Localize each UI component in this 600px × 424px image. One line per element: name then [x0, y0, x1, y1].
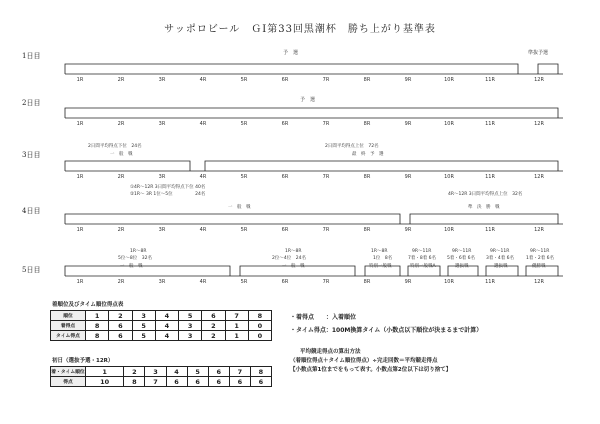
rule-text: ・着得点 ：入着順位 [290, 314, 357, 321]
note-text: ②1R～ 3R 1位～5位 24名 [130, 192, 206, 197]
race-label: 11R [485, 77, 495, 83]
calc-formula: （着順位得点＋タイム順位得点）÷完走回数＝平均競走得点 [290, 358, 438, 364]
table-cell: 5 [132, 331, 155, 341]
note-text: 7着・8着 6名 [408, 256, 437, 261]
note-text: 優勝戦 [532, 264, 546, 269]
table-cell: 7 [229, 367, 250, 377]
race-label: 11R [485, 227, 495, 233]
race-label: 10R [444, 279, 454, 285]
table-row [51, 367, 272, 377]
note-text: 選抜戦 [455, 264, 469, 269]
race-label: 8R [363, 174, 371, 180]
note-text: 9R～11R [490, 249, 510, 254]
race-label: 12R [534, 279, 544, 285]
table-cell: 4 [155, 311, 178, 321]
note-text: 準抜予選 [528, 50, 549, 56]
rule-text: ・タイム得点：100M換算タイム（小数点以下順位が決まるまで計算） [290, 327, 483, 334]
table-cell: 6 [202, 311, 225, 321]
row-header: タイム得点 [51, 331, 86, 341]
race-label: 2R [117, 279, 125, 285]
note-text: 2日間平均得点下位 24名 [88, 144, 142, 149]
race-label: 11R [485, 279, 495, 285]
table-cell: 6 [208, 377, 229, 387]
table-cell: 6 [166, 377, 187, 387]
note-text: 1R～8R [285, 249, 302, 254]
race-label: 4R [199, 121, 207, 127]
table-cell: 2 [109, 311, 132, 321]
race-label: 6R [281, 77, 289, 83]
table-cell: 2 [124, 367, 145, 377]
race-label: 1R [76, 77, 84, 83]
table-cell: 2 [202, 331, 225, 341]
note-text: 4R～12R 3日間平均得点上位 32名 [448, 192, 523, 197]
note-text: 3着・4着 6名 [486, 256, 515, 261]
note-text: 一 般 戦 [120, 264, 143, 269]
table-cell: 1 [86, 311, 109, 321]
race-label: 3R [158, 227, 166, 233]
row-header: 着得点 [51, 321, 86, 331]
race-label: 5R [240, 227, 248, 233]
race-label: 4R [199, 77, 207, 83]
race-label: 11R [485, 174, 495, 180]
race-label: 6R [281, 227, 289, 233]
race-label: 6R [281, 121, 289, 127]
table-cell: 1 [225, 321, 248, 331]
table-cell: 6 [109, 331, 132, 341]
race-label: 5R [240, 279, 248, 285]
row-header: 得点 [51, 377, 86, 387]
first-day-table [50, 366, 272, 387]
table-cell: 4 [166, 367, 187, 377]
note-text: 特別一般戦 [369, 264, 392, 269]
race-label: 6R [281, 174, 289, 180]
note-text: 9R～11R [412, 249, 432, 254]
race-label: 1R [76, 279, 84, 285]
table-cell: 6 [208, 367, 229, 377]
race-label: 10R [444, 227, 454, 233]
race-label: 1R [76, 121, 84, 127]
note-text: 2位～4位 24名 [272, 256, 306, 261]
table-cell: 1 [86, 367, 124, 377]
race-label: 7R [322, 174, 330, 180]
points-table [50, 310, 272, 341]
table-row [51, 377, 272, 387]
day-label: 4日目 [22, 207, 41, 215]
race-label: 9R [404, 121, 412, 127]
note-text: 最 終 予 選 [352, 152, 384, 157]
race-label: 12R [534, 121, 544, 127]
calc-title: 平均競走得点の算出方法 [300, 349, 361, 355]
page-title: サッポロビール ＧⅠ第33回黒潮杯 勝ち上がり基準表 [164, 24, 436, 35]
race-label: 4R [199, 279, 207, 285]
table-cell: 8 [124, 377, 145, 387]
note-text: 9R～11R [530, 249, 550, 254]
table-row [51, 321, 272, 331]
table-cell: 6 [229, 377, 250, 387]
table-cell: 8 [248, 311, 271, 321]
race-label: 9R [404, 279, 412, 285]
row-header: 順位 [51, 311, 86, 321]
race-label: 3R [158, 279, 166, 285]
table-cell: 7 [145, 377, 166, 387]
race-label: 11R [485, 121, 495, 127]
note-text: 1位 8名 [373, 256, 393, 261]
race-label: 7R [322, 227, 330, 233]
race-label: 4R [199, 174, 207, 180]
race-label: 9R [404, 77, 412, 83]
table-cell: 4 [155, 321, 178, 331]
table-cell: 5 [132, 321, 155, 331]
table-cell: 0 [248, 321, 271, 331]
row-header: 着・タイム順位 [51, 367, 86, 377]
table-row [51, 311, 272, 321]
table-cell: 8 [86, 321, 109, 331]
race-label: 5R [240, 121, 248, 127]
race-label: 5R [240, 174, 248, 180]
table-cell: 10 [86, 377, 124, 387]
first-day-section-title: 初日（選抜予選・12R） [52, 358, 114, 364]
note-text: 準 決 勝 戦 [468, 205, 500, 210]
race-label: 3R [158, 174, 166, 180]
day-label: 5日目 [22, 266, 41, 274]
note-text: 予 選 [283, 50, 299, 56]
race-label: 4R [199, 227, 207, 233]
race-label: 12R [534, 77, 544, 83]
table-cell: 4 [155, 331, 178, 341]
table-cell: 5 [179, 311, 202, 321]
note-text: 一 般 戦 [228, 205, 251, 210]
race-label: 12R [534, 227, 544, 233]
table-cell: 8 [250, 367, 271, 377]
race-label: 12R [534, 174, 544, 180]
race-label: 7R [322, 121, 330, 127]
race-label: 10R [444, 77, 454, 83]
race-label: 7R [322, 77, 330, 83]
note-text: 5位～8位 32名 [118, 256, 152, 261]
race-label: 7R [322, 279, 330, 285]
table-cell: 6 [250, 377, 271, 387]
race-label: 10R [444, 174, 454, 180]
note-text: 2日間平均得点上位 72名 [325, 144, 379, 149]
race-label: 1R [76, 174, 84, 180]
note-text: 9R～11R [452, 249, 472, 254]
table-cell: 3 [179, 321, 202, 331]
race-label: 5R [240, 77, 248, 83]
race-label: 2R [117, 77, 125, 83]
day-label: 3日目 [22, 151, 41, 159]
table-cell: 6 [109, 321, 132, 331]
note-text: 選抜戦 [494, 264, 508, 269]
table-cell: 6 [187, 377, 208, 387]
table-cell: 2 [202, 321, 225, 331]
race-label: 8R [363, 121, 371, 127]
calc-note: 【小数点第1位までをもって表す。小数点第2位以下は切り捨て】 [290, 367, 452, 373]
day-label: 2日目 [22, 99, 41, 107]
race-label: 3R [158, 121, 166, 127]
points-section-title: 着順位及びタイム順位得点表 [52, 302, 124, 308]
note-text: 1着・2着 6名 [526, 256, 555, 261]
table-cell: 3 [179, 331, 202, 341]
note-text: 1R～8R [130, 249, 147, 254]
race-label: 6R [281, 279, 289, 285]
race-label: 9R [404, 174, 412, 180]
table-cell: 3 [132, 311, 155, 321]
race-label: 2R [117, 174, 125, 180]
race-label: 3R [158, 77, 166, 83]
table-cell: 1 [225, 331, 248, 341]
table-row [51, 331, 272, 341]
race-label: 8R [363, 279, 371, 285]
table-cell: 8 [86, 331, 109, 341]
table-cell: 5 [187, 367, 208, 377]
note-text: 5着・6着 6名 [447, 256, 476, 261]
race-label: 8R [363, 227, 371, 233]
day-label: 1日目 [22, 52, 41, 60]
note-text: 特別一般戦A [410, 264, 436, 269]
note-text: 1R～8R [371, 249, 388, 254]
race-label: 1R [76, 227, 84, 233]
race-label: 8R [363, 77, 371, 83]
note-text: 一 般 戦 [110, 152, 133, 157]
table-cell: 0 [248, 331, 271, 341]
race-label: 2R [117, 227, 125, 233]
note-text: 予 選 [300, 97, 316, 103]
note-text: ①4R～12R 3日間平均得点下位 40名 [130, 185, 206, 190]
table-cell: 3 [145, 367, 166, 377]
table-cell: 7 [225, 311, 248, 321]
note-text: 一 般 戦 [282, 264, 305, 269]
race-label: 2R [117, 121, 125, 127]
race-label: 10R [444, 121, 454, 127]
race-label: 9R [404, 227, 412, 233]
